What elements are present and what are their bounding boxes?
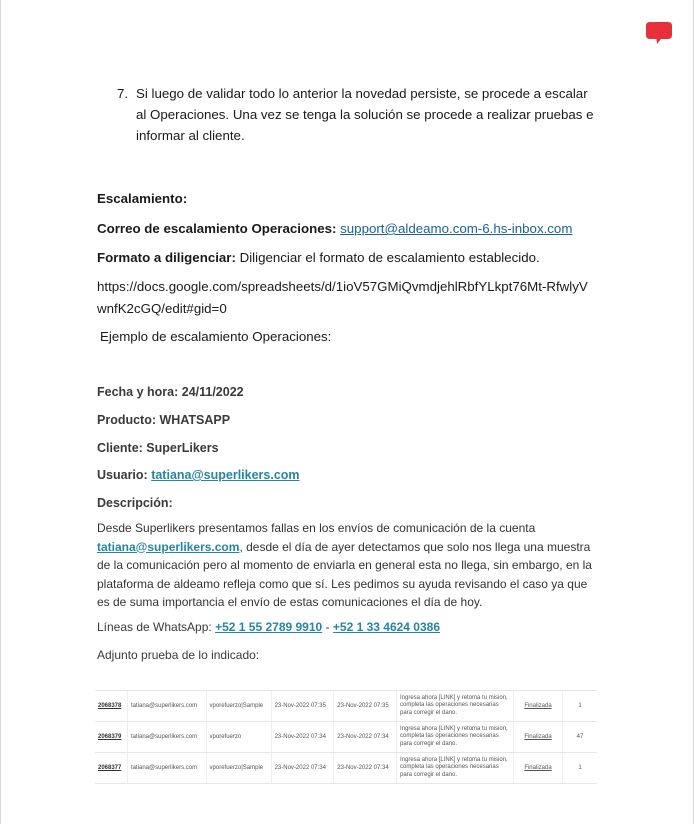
row-template: vporefuerzo|Sample xyxy=(206,691,271,722)
email-label: Correo de escalamiento Operaciones: xyxy=(97,221,337,236)
row-created: 23-Nov-2022 07:34 xyxy=(271,722,334,753)
example-user-row xyxy=(97,468,300,482)
desc-account-link[interactable]: tatiana@superlikers.com xyxy=(97,539,240,554)
lines-separator: - xyxy=(325,620,330,634)
desc-part-1: Desde Superlikers presentamos fallas en los envíos de comunicación de la cuenta xyxy=(97,521,536,535)
row-message: Ingresa ahora [LINK] y retoma tu mision, completa las operaciones necesarias para corregir el dano. xyxy=(397,722,514,753)
whatsapp-lines-row xyxy=(97,620,440,634)
description-label: Descripción: xyxy=(97,496,173,510)
row-id[interactable]: 2068377 xyxy=(95,753,128,784)
row-status[interactable]: Finalizada xyxy=(514,722,563,753)
table-row xyxy=(95,722,597,753)
table-row xyxy=(95,753,597,784)
row-id[interactable]: 2068378 xyxy=(95,691,128,722)
list-text: Si luego de validar todo lo anterior la novedad persiste, se procede a escalar al Operaciones. Una vez se tenga la solución se procede a realizar pruebas e informar al cliente. xyxy=(136,86,594,143)
format-value: Diligenciar el formato de escalamiento establecido. xyxy=(239,250,540,265)
row-sent: 23-Nov-2022 07:34 xyxy=(334,722,397,753)
list-number: 7. xyxy=(117,86,129,101)
row-id[interactable]: 2068379 xyxy=(95,722,128,753)
row-count: 47 xyxy=(563,722,598,753)
escalation-heading: Escalamiento: xyxy=(97,191,188,206)
format-row xyxy=(97,250,540,265)
row-created: 23-Nov-2022 07:34 xyxy=(271,753,334,784)
user-label: Usuario: xyxy=(97,468,148,482)
row-status[interactable]: Finalizada xyxy=(514,753,563,784)
example-product: Producto: WHATSAPP xyxy=(97,413,231,427)
example-label: Ejemplo de escalamiento Operaciones: xyxy=(100,329,332,344)
desc-part-2: , desde el día de ayer detectamos que solo nos llega una muestra de la comunicación pero al momento de enviarla en general esta no llega, sin embargo, en la plataforma de aldeamo refleja como que sí. Les pedimos su ayuda revisando el caso ya que es de suma importancia el envío de estas comunicaciones el día de hoy. xyxy=(97,539,592,609)
row-count: 1 xyxy=(563,691,598,722)
row-status[interactable]: Finalizada xyxy=(514,691,563,722)
row-template: vporefuerzo|Sample xyxy=(206,753,271,784)
lines-label: Líneas de WhatsApp: xyxy=(97,620,212,634)
row-message: Ingresa ahora [LINK] y retoma tu mision, completa las operaciones necesarias para corregir el dano. xyxy=(397,691,514,722)
row-created: 23-Nov-2022 07:35 xyxy=(271,691,334,722)
whatsapp-line-2-link[interactable]: +52 1 33 4624 0386 xyxy=(332,620,440,634)
row-count: 1 xyxy=(563,753,598,784)
row-email: tatiana@superlikers.com xyxy=(128,753,207,784)
format-label: Formato a diligenciar: xyxy=(97,250,236,265)
row-sent: 23-Nov-2022 07:35 xyxy=(334,691,397,722)
escalation-email-link[interactable]: support@aldeamo.com-6.hs-inbox.com xyxy=(340,221,573,236)
escalation-email-row xyxy=(97,221,572,236)
row-email: tatiana@superlikers.com xyxy=(128,722,207,753)
row-sent: 23-Nov-2022 07:34 xyxy=(334,753,397,784)
evidence-table xyxy=(95,690,597,784)
table-row xyxy=(95,691,597,722)
attachment-label: Adjunto prueba de lo indicado: xyxy=(97,648,260,662)
row-message: Ingresa ahora [LINK] y retoma tu mision, completa las operaciones necesarias para corregir el dano. xyxy=(397,753,514,784)
example-date: Fecha y hora: 24/11/2022 xyxy=(97,385,244,399)
format-url: https://docs.google.com/spreadsheets/d/1ioV57GMiQvmdjehlRbfYLkpt76Mt-RfwlyVwnfK2cGQ/edit#gid=0 xyxy=(97,279,588,316)
example-client: Cliente: SuperLikers xyxy=(97,441,219,455)
user-email-link[interactable]: tatiana@superlikers.com xyxy=(151,468,300,482)
description-text xyxy=(97,519,597,612)
speech-bubble-logo-icon xyxy=(644,20,674,46)
row-template: vporefuerzo xyxy=(206,722,271,753)
row-email: tatiana@superlikers.com xyxy=(128,691,207,722)
whatsapp-line-1-link[interactable]: +52 1 55 2789 9910 xyxy=(215,620,323,634)
list-item-step-7 xyxy=(117,83,607,143)
